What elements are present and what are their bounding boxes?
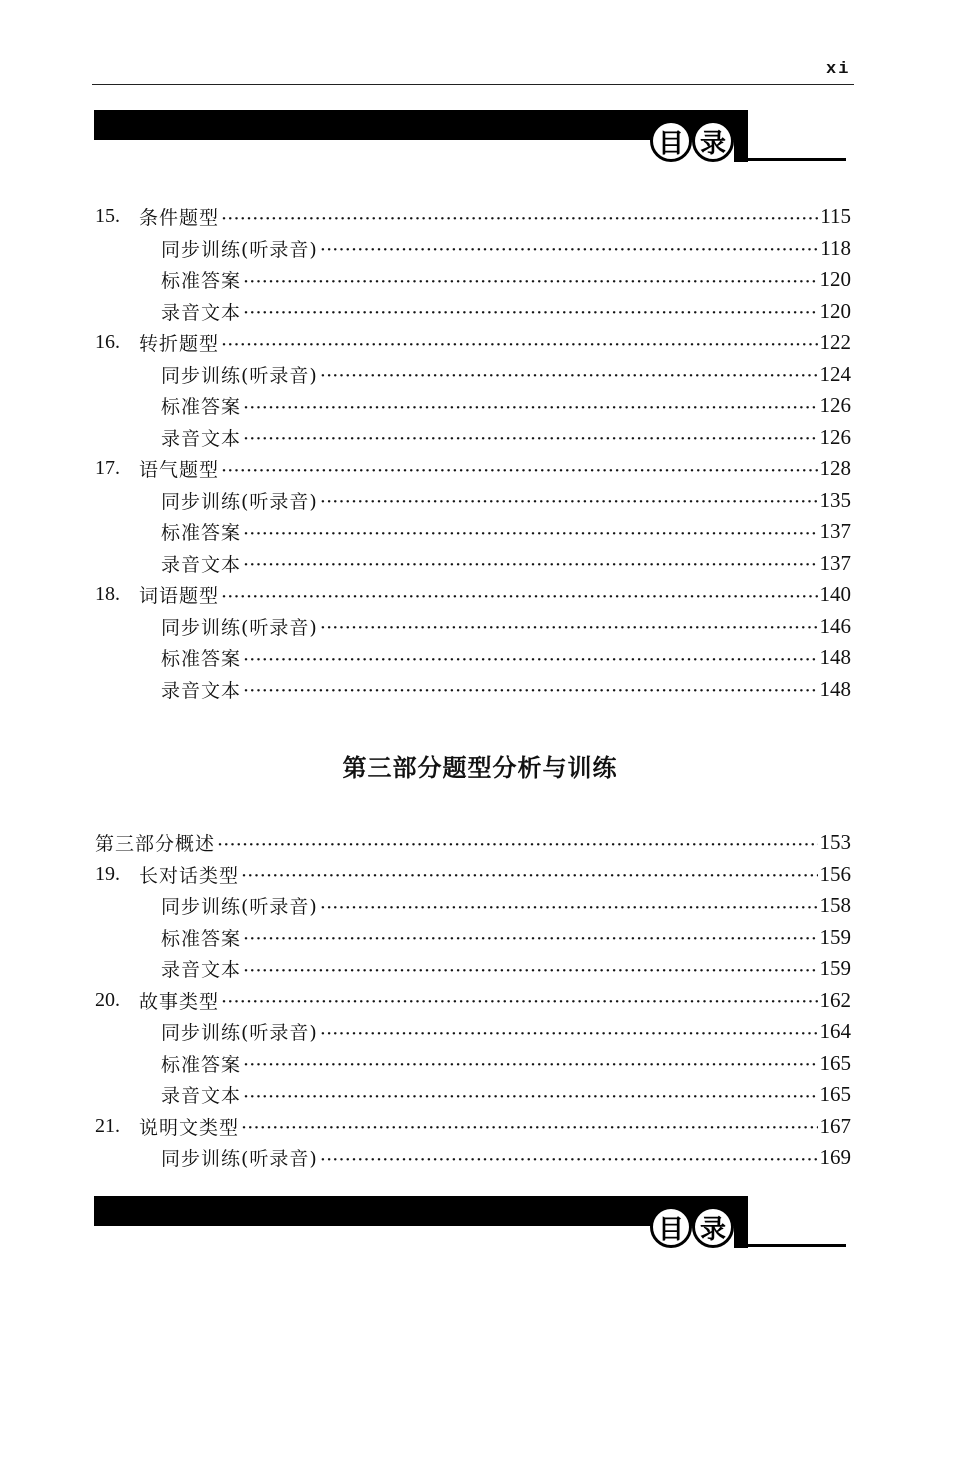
toc-entry-title: 条件题型 bbox=[139, 207, 220, 230]
dot-leader bbox=[243, 679, 817, 699]
toc-list-b bbox=[95, 827, 851, 1174]
toc-entry-title: 同步训练(听录音) bbox=[161, 1022, 318, 1045]
toc-entry-title: 第三部分概述 bbox=[95, 833, 216, 856]
dot-leader bbox=[243, 301, 817, 321]
banner-tail bbox=[734, 1196, 748, 1248]
toc-banner-top bbox=[94, 110, 846, 162]
toc-entry-page: 156 bbox=[819, 861, 851, 886]
dot-leader bbox=[243, 396, 817, 416]
toc-entry[interactable] bbox=[95, 1016, 851, 1048]
banner-badge-mu: 目 bbox=[650, 120, 692, 162]
toc-entry-title: 录音文本 bbox=[161, 301, 242, 324]
dot-leader bbox=[320, 616, 818, 636]
toc-entry-page: 140 bbox=[819, 582, 851, 607]
banner-underline bbox=[734, 1244, 846, 1247]
toc-entry-page: 165 bbox=[819, 1082, 851, 1107]
toc-entry-title: 录音文本 bbox=[161, 959, 242, 982]
toc-entry-title: 标准答案 bbox=[161, 522, 242, 545]
dot-leader bbox=[320, 896, 818, 916]
dot-leader bbox=[221, 459, 817, 479]
dot-leader bbox=[320, 1022, 818, 1042]
dot-leader bbox=[221, 207, 818, 227]
toc-entry-number: 18. bbox=[95, 583, 120, 606]
toc-entry-page: 137 bbox=[819, 550, 851, 575]
dot-leader bbox=[243, 270, 817, 290]
banner-bar bbox=[94, 1196, 746, 1226]
toc-entry-page: 165 bbox=[819, 1050, 851, 1075]
toc-entry[interactable] bbox=[95, 422, 851, 454]
toc-entry-page: 146 bbox=[819, 613, 851, 638]
toc-entry-page: 118 bbox=[820, 235, 851, 260]
toc-entry-title: 故事类型 bbox=[139, 990, 220, 1013]
toc-entry[interactable] bbox=[95, 485, 851, 517]
dot-leader bbox=[243, 522, 817, 542]
dot-leader bbox=[320, 238, 818, 258]
banner-underline bbox=[734, 158, 846, 161]
toc-entry-number: 17. bbox=[95, 457, 120, 480]
toc-entry-title: 标准答案 bbox=[161, 1053, 242, 1076]
toc-entry[interactable] bbox=[95, 579, 851, 611]
dot-leader bbox=[241, 1116, 817, 1136]
toc-entry[interactable] bbox=[95, 201, 851, 233]
toc-entry-page: 164 bbox=[819, 1019, 851, 1044]
banner-bar bbox=[94, 110, 746, 140]
dot-leader bbox=[320, 364, 818, 384]
dot-leader bbox=[243, 959, 817, 979]
toc-entry[interactable] bbox=[95, 1142, 851, 1174]
toc-entry-title: 转折题型 bbox=[139, 333, 220, 356]
toc-entry[interactable] bbox=[95, 890, 851, 922]
toc-entry[interactable] bbox=[95, 390, 851, 422]
toc-entry-title: 标准答案 bbox=[161, 927, 242, 950]
dot-leader bbox=[221, 333, 817, 353]
dot-leader bbox=[243, 648, 817, 668]
dot-leader bbox=[217, 833, 817, 853]
toc-entry[interactable] bbox=[95, 827, 851, 859]
toc-entry-page: 153 bbox=[819, 830, 851, 855]
toc-entry-page: 159 bbox=[819, 924, 851, 949]
toc-entry-page: 128 bbox=[819, 456, 851, 481]
toc-entry[interactable] bbox=[95, 548, 851, 580]
toc-entry-title: 录音文本 bbox=[161, 679, 242, 702]
toc-entry-page: 137 bbox=[819, 519, 851, 544]
banner-badge-lu: 录 bbox=[692, 1206, 734, 1248]
dot-leader bbox=[243, 1053, 817, 1073]
toc-entry[interactable] bbox=[95, 953, 851, 985]
page-number: xi bbox=[826, 60, 851, 79]
dot-leader bbox=[320, 490, 818, 510]
toc-entry-title: 标准答案 bbox=[161, 270, 242, 293]
toc-entry-title: 同步训练(听录音) bbox=[161, 616, 318, 639]
toc-entry-number: 16. bbox=[95, 331, 120, 354]
toc-entry-title: 录音文本 bbox=[161, 553, 242, 576]
toc-entry-title: 同步训练(听录音) bbox=[161, 1148, 318, 1171]
toc-entry-number: 15. bbox=[95, 205, 120, 228]
dot-leader bbox=[243, 427, 817, 447]
toc-list-a bbox=[95, 201, 851, 705]
toc-entry-title: 说明文类型 bbox=[139, 1116, 240, 1139]
toc-entry-title: 同步训练(听录音) bbox=[161, 364, 318, 387]
toc-entry-page: 158 bbox=[819, 893, 851, 918]
toc-banner-bottom bbox=[94, 1196, 846, 1248]
toc-entry[interactable] bbox=[95, 327, 851, 359]
toc-entry[interactable] bbox=[95, 359, 851, 391]
dot-leader bbox=[320, 1148, 818, 1168]
toc-entry-number: 21. bbox=[95, 1114, 120, 1137]
banner-tail bbox=[734, 110, 748, 162]
toc-entry[interactable] bbox=[95, 516, 851, 548]
toc-entry-page: 148 bbox=[819, 645, 851, 670]
toc-entry[interactable] bbox=[95, 985, 851, 1017]
toc-entry-page: 115 bbox=[820, 204, 851, 229]
toc-entry-number: 19. bbox=[95, 862, 120, 885]
toc-entry[interactable] bbox=[95, 859, 851, 891]
dot-leader bbox=[243, 1085, 817, 1105]
toc-entry-page: 135 bbox=[819, 487, 851, 512]
dot-leader bbox=[221, 990, 817, 1010]
toc-entry-number: 20. bbox=[95, 988, 120, 1011]
toc-entry-title: 同步训练(听录音) bbox=[161, 238, 318, 261]
toc-entry-title: 同步训练(听录音) bbox=[161, 896, 318, 919]
toc-entry[interactable] bbox=[95, 296, 851, 328]
toc-entry[interactable] bbox=[95, 233, 851, 265]
header-rule bbox=[92, 84, 854, 85]
toc-entry[interactable] bbox=[95, 1048, 851, 1080]
toc-entry[interactable] bbox=[95, 642, 851, 674]
toc-entry[interactable] bbox=[95, 453, 851, 485]
toc-entry-title: 词语题型 bbox=[139, 585, 220, 608]
toc-entry-page: 126 bbox=[819, 424, 851, 449]
toc-entry-title: 录音文本 bbox=[161, 1085, 242, 1108]
banner-badge-mu: 目 bbox=[650, 1206, 692, 1248]
dot-leader bbox=[243, 553, 817, 573]
toc-entry-page: 167 bbox=[819, 1113, 851, 1138]
toc-entry-title: 标准答案 bbox=[161, 648, 242, 671]
dot-leader bbox=[241, 864, 817, 884]
toc-entry-page: 148 bbox=[819, 676, 851, 701]
toc-entry-page: 159 bbox=[819, 956, 851, 981]
dot-leader bbox=[221, 585, 817, 605]
toc-entry-page: 120 bbox=[819, 267, 851, 292]
toc-entry-page: 120 bbox=[819, 298, 851, 323]
toc-entry-page: 162 bbox=[819, 987, 851, 1012]
toc-entry[interactable] bbox=[95, 611, 851, 643]
toc-entry-title: 标准答案 bbox=[161, 396, 242, 419]
toc-entry[interactable] bbox=[95, 1079, 851, 1111]
toc-entry-page: 122 bbox=[819, 330, 851, 355]
toc-entry-title: 语气题型 bbox=[139, 459, 220, 482]
toc-entry[interactable] bbox=[95, 264, 851, 296]
banner-badge-lu: 录 bbox=[692, 120, 734, 162]
toc-entry[interactable] bbox=[95, 1111, 851, 1143]
toc-entry-page: 169 bbox=[819, 1145, 851, 1170]
toc-entry-title: 长对话类型 bbox=[139, 864, 240, 887]
toc-entry-page: 126 bbox=[819, 393, 851, 418]
toc-entry-page: 124 bbox=[819, 361, 851, 386]
dot-leader bbox=[243, 927, 817, 947]
toc-entry-title: 同步训练(听录音) bbox=[161, 490, 318, 513]
toc-entry[interactable] bbox=[95, 674, 851, 706]
toc-entry[interactable] bbox=[95, 922, 851, 954]
section-heading: 第三部分题型分析与训练 bbox=[342, 754, 618, 782]
toc-entry-title: 录音文本 bbox=[161, 427, 242, 450]
